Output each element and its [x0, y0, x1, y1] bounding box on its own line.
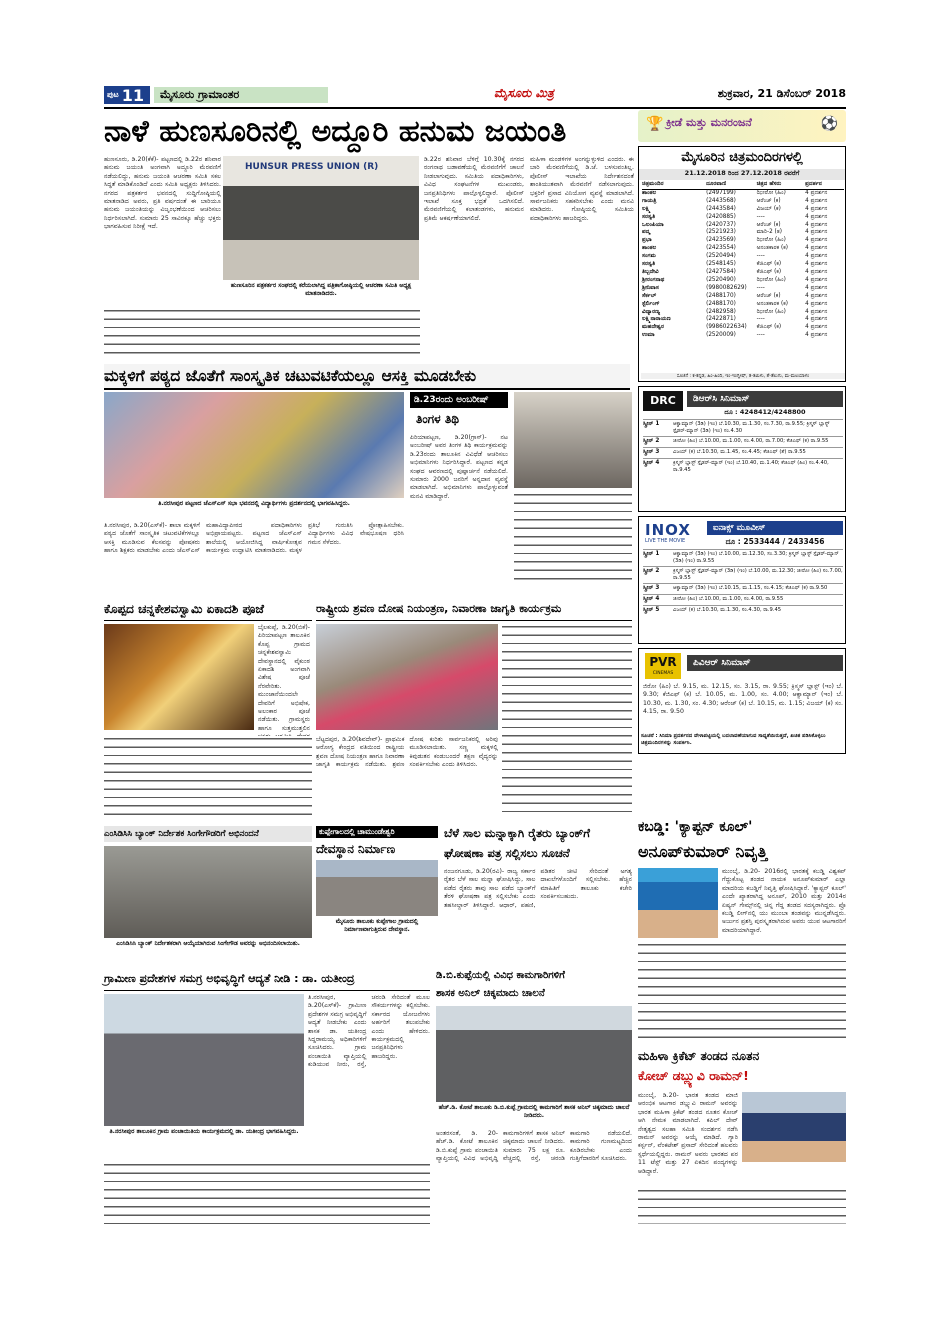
kabaddi-article: ಮುಂಬೈ, ಡಿ.20- 2016ರಲ್ಲಿ ಭಾರತಕ್ಕೆ ಕಬಡ್ಡಿ ವಿಶ್ವಕಪ್ ಗೆದ್ದುಕೊಟ್ಟ ತಂಡದ ನಾಯಕ ಅನೂಪ್‌ಕುಮಾರ್ ಎಲ್ಲಾ ಮಾದರಿಯ ಕಬಡ್ಡಿಗೆ ನಿವೃತ್ತಿ ಘೋಷಿಸಿದ್ದಾರೆ. 'ಕ್ಯಾಪ್ಟನ್ ಕೂಲ್' ಎಂದೇ ಖ್ಯಾತರಾಗಿದ್ದ ಅನೂಪ್, 2010 ಮತ್ತು 2014ರ ಏಷ್ಯನ್ ಗೇಮ್ಸ್‌ನಲ್ಲಿ ಚಿನ್ನ ಗೆದ್ದ ತಂಡದ ಸದಸ್ಯರಾಗಿದ್ದರು. ಪ್ರೊ ಕಬಡ್ಡಿ ಲೀಗ್‌ನಲ್ಲಿ ಯು ಮುಂಬಾ ತಂಡವನ್ನು ಮುನ್ನಡೆಸಿದ್ದರು. ಅರ್ಜುನ ಪ್ರಶಸ್ತಿ ಪುರಸ್ಕೃತರಾಗಿರುವ ಅವರು ಯುವ ಆಟಗಾರರಿಗೆ ಮಾದರಿಯಾಗಿದ್ದಾರೆ. — [722, 868, 846, 934]
screen-label: ಸ್ಕ್ರೀನ್ 4 — [643, 595, 660, 602]
theatre-name: ಶ್ರೀರಂಗನಾಥ — [642, 276, 665, 283]
children-headline: ಮಕ್ಕಳಿಗೆ ಪಠ್ಯದ ಜೊತೆಗೆ ಸಾಂಸ್ಕೃತಿಕ ಚಟುವಟಿಕೆಯಲ್ಲೂ ಆಸಕ್ತಿ ಮೂಡಬೇಕು — [104, 364, 630, 390]
screen-row — [643, 583, 843, 594]
theatre-phone: (2422871) — [706, 316, 736, 323]
screen-label: ಸ್ಕ್ರೀನ್ 1 — [643, 421, 660, 427]
theatre-phone: (2497199) — [706, 189, 736, 196]
theatre-name: ಗಾಯತ್ರಿ — [642, 197, 657, 204]
theatre-name: ಉಮಾ — [642, 332, 655, 339]
theatre-name: ಮಹದೇಶ್ವರ — [642, 324, 665, 331]
koppa-article-more — [104, 736, 312, 822]
screen-schedule: ಆಕ್ವಾಮ್ಯಾನ್ (3ಡಿ) (ಇಂ) ಬೆ.10.00, ಮ.12.30, ಸಂ.3.30; ಕ್ರಿಸ್ಮಸ್ ಬ್ಲಾಸ್ಟ್ ಸ್ಪೈಡರ್-ಮ್ಯಾನ್ (3ಡಿ) (ಇಂ) ರಾ.9.55 — [673, 551, 839, 564]
show-count: 4 ಪ್ರದರ್ಶನ — [805, 261, 828, 268]
drc-logo: DRC — [643, 391, 683, 411]
theatre-phone: (2548145) — [706, 261, 736, 268]
theatre-phone: (9980082629) — [706, 284, 747, 291]
rural-caption: ತಿ.ನರಸೀಪುರ ತಾಲೂಕಿನ ಗ್ರಾಮ ಪಂಚಾಯಿತಿಯ ಕಾರ್ಯಕ್ರಮದಲ್ಲಿ ಡಾ. ಯತೀಂದ್ರ ಭಾಗವಹಿಸಿದ್ದರು. — [104, 1128, 304, 1158]
kuppe-caption: ಹೆಚ್.ಡಿ. ಕೋಟೆ ತಾಲೂಕು ಡಿ.ಬಿ.ಕುಪ್ಪೆ ಗ್ರಾಮದಲ್ಲಿ ಕಾಮಗಾರಿಗೆ ಶಾಸಕ ಅನಿಲ್ ಚಿಕ್ಕಮಾದು ಚಾಲನೆ ನೀಡಿದರು. — [436, 1104, 632, 1128]
masthead-rule — [104, 107, 846, 109]
theatre-phone: (2443568) — [706, 197, 736, 204]
screen-schedule: ಆಕ್ವಾಮ್ಯಾನ್ (3ಡಿ) (ಇಂ) ಬೆ.10.30, ಮ.1.30, ಸಂ.7.30, ರಾ.9.55; ಕ್ರಿಸ್ಮಸ್ ಬ್ಲಾಸ್ಟ್ ಸ್ಪೈಡರ್-ಮ್ಯಾನ್ (3ಡಿ) (ಇಂ) ಸಂ.4.30 — [673, 421, 830, 434]
cinema-listing — [638, 146, 846, 382]
cinema-row — [642, 253, 844, 261]
film-name: ---- — [756, 253, 765, 260]
lead-article-col2: ಡಿ.22ರ ಶನಿವಾರ ಬೆಳಿಗ್ಗೆ 10.30ಕ್ಕೆ ನಗರದ ರಂಗನಾಥ ಬಡಾವಣೆಯಲ್ಲಿ ಮೆರವಣಿಗೆಗೆ ಚಾಲನೆ ನೀಡಲಾಗುವುದು. ಸಮಿತಿಯ ಪದಾಧಿಕಾರಿಗಳು, ವಿವಿಧ ಸಂಘಟನೆಗಳ ಮುಖಂಡರು, ಜನಪ್ರತಿನಿಧಿಗಳು ಪಾಲ್ಗೊಳ್ಳಲಿದ್ದಾರೆ. ಪೊಲೀಸ್ ಇಲಾಖೆ ಸೂಕ್ತ ಭದ್ರತೆ ಒದಗಿಸಲಿದೆ. ಮೆರವಣಿಗೆಯಲ್ಲಿ ಕಲಾತಂಡಗಳು, ಹನುಮನ ಪ್ರತಿಮೆ ಆಕರ್ಷಣೆಯಾಗಲಿದೆ. — [424, 156, 524, 222]
screen-label: ಸ್ಕ್ರೀನ್ 1 — [643, 551, 660, 557]
screen-schedule: ಆಕ್ವಾಮ್ಯಾನ್ (3ಡಿ) (ಇಂ) ಬೆ.10.15, ಮ.1.15, ಸಂ.4.15; ಕೆಜಿಎಫ್ (ಕ) ರಾ.9.50 — [673, 585, 828, 591]
cinema-row — [642, 237, 844, 245]
screen-row — [643, 458, 843, 475]
show-count: 4 ಪ್ರದರ್ಶನ — [805, 197, 828, 204]
screen-schedule: ವಿಜಯ್ (ಕ) ಬೆ.10.30, ಮ.1.30, ಸಂ.4.30, ರಾ.9.45 — [673, 606, 782, 613]
runner-icon: ⚽ — [820, 116, 838, 132]
film-name: ಆರೆಂಜ್ (ಕ) — [756, 197, 781, 204]
cinema-row — [642, 316, 844, 324]
cinema-row — [642, 285, 844, 293]
film-name: ---- — [756, 332, 765, 339]
film-name: ಕೆಜಿಎಫ್ (ಕ) — [756, 324, 782, 331]
cinema-table-header — [642, 181, 844, 190]
cinema-row — [642, 245, 844, 253]
page-label: ಪುಟ — [107, 90, 119, 99]
pvr-name: ಪಿವಿಆರ್ ಸಿನಿಮಾಸ್ — [687, 655, 843, 671]
theatre-phone: (2423554) — [706, 245, 736, 252]
show-count: 4 ಪ್ರದರ್ಶನ — [805, 189, 828, 196]
koppa-article: ಬೈಲಕುಪ್ಪೆ, ಡಿ.20(ಬಿಕೆ)- ಪಿರಿಯಾಪಟ್ಟಣ ತಾಲೂಕಿನ ಕೊಪ್ಪ ಗ್ರಾಮದ ಚನ್ನಕೇಶವಸ್ವಾಮಿ ದೇವಸ್ಥಾನದಲ್ಲಿ ವೈಕುಂಠ ಏಕಾದಶಿ ಅಂಗವಾಗಿ ವಿಶೇಷ ಪೂಜೆ ನೆರವೇರಿತು. ಮುಂಜಾನೆಯಿಂದಲೇ ದೇವರಿಗೆ ಅಭಿಷೇಕ, ಅಲಂಕಾರ ಪೂಜೆ ನಡೆಯಿತು. ಗ್ರಾಮಸ್ಥರು ಹಾಗೂ ಸುತ್ತಮುತ್ತಲಿನ — [258, 624, 310, 732]
screen-label: ಸ್ಕ್ರೀನ್ 2 — [643, 438, 660, 444]
pvr-sublogo: CINEMAS — [652, 671, 674, 676]
screen-schedule: ಕ್ರಿಸ್ಮಸ್ ಬ್ಲಾಸ್ಟ್ ಸ್ಪೈಡರ್-ಮ್ಯಾನ್ (3ಡಿ) (ಇಂ) ಬೆ.10.00, ಮ.12.30; ಜೀರೋ (ಹಿಂ) ಸಂ.7.00, ರಾ.9.55 — [673, 568, 843, 581]
inox-tagline: LIVE THE MOVIE — [645, 538, 686, 544]
theatre-name: ತಿಬ್ಬದೇವಿ — [642, 268, 659, 275]
show-count: 4 ಪ್ರದರ್ಶನ — [805, 237, 828, 244]
mcdcc-photo — [104, 846, 312, 938]
theatre-phone: (2423569) — [706, 237, 736, 244]
theatre-name: ವಿದ್ಯಾರಣ್ಯ — [642, 308, 660, 315]
sports-banner-text: ಕ್ರೀಡೆ ಮತ್ತು ಮನರಂಜನೆ — [666, 116, 752, 129]
inox-logo: INOX — [645, 521, 691, 539]
theatre-phone: (2488170) — [706, 300, 736, 307]
lead-article-bottom — [104, 308, 420, 358]
screen-schedule: ವಿಜಯ್ (ಕ) ಬೆ.10.30, ಮ.1.45, ಸಂ.4.45; ಕೆಜಿಎಫ್ (ತೆ) ರಾ.9.55 — [673, 448, 806, 455]
rural-headline: ಗ್ರಾಮೀಣ ಪ್ರದೇಶಗಳ ಸಮಗ್ರ ಅಭಿವೃದ್ಧಿಗೆ ಆದ್ಯತೆ ನೀಡಿ : ಡಾ. ಯತೀಂದ್ರ — [104, 968, 430, 991]
children-article: ತಿ.ನರಸೀಪುರ, ಡಿ.20(ಎಸ್‌ಕೆ)- ಶಾಲಾ ಮಕ್ಕಳಿಗೆ ಪಠ್ಯದ ಜೊತೆಗೆ ಸಾಂಸ್ಕೃತಿಕ ಚಟುವಟಿಕೆಗಳಲ್ಲೂ ಆಸಕ್ತಿ ಮೂಡಿಸುವ ಕೆಲಸವನ್ನು ಪೋಷಕರು ಹಾಗೂ ಶಿಕ್ಷಕರು ಮಾಡಬೇಕು ಎಂದು ಜೆಎಸ್‌ಎಸ್ ಮಹಾವಿದ್ಯಾಪೀಠದ ಪದಾಧಿಕಾರಿಗಳು ಅಭಿಪ್ರಾಯಪಟ್ಟರು. ಪಟ್ಟಣದ ಜೆಎಸ್‌ಎಸ್ ಶಾಲೆಯಲ್ಲಿ ಆಯೋಜಿಸಿದ್ದ ವಾರ್ಷಿಕೋತ್ಸವ ಕಾರ್ಯಕ್ರಮ ಉದ್ಘಾಟಿಸಿ ಮಾತನಾಡಿದರು. ಮಕ್ಕಳ ಪ್ರತಿಭೆ ಗುರುತಿಸಿ ಪ್ರೋತ್ಸಾಹಿಸಬೇಕು. ವಿದ್ಯಾರ್ಥಿಗಳು ವಿವಿಧ ವೇಷಭೂಷಣ ಧರಿಸಿ ಗಮನ ಸೆಳೆದರು. — [104, 522, 404, 555]
temple-kicker: ಕುಪ್ಪೇಗಾಲದಲ್ಲಿ ಚಾಮುಂಡೇಶ್ವರಿ — [316, 826, 438, 838]
pvr-logo-text: PVR — [649, 655, 677, 669]
theatre-name: ಪ್ರಭಾ — [642, 237, 652, 244]
show-count: 4 ಪ್ರದರ್ಶನ — [805, 245, 828, 252]
screen-row — [643, 566, 843, 583]
kabaddi-headline-2: ಅನೂಪ್‌ಕುಮಾರ್ ನಿವೃತ್ತಿ — [638, 842, 768, 861]
theatre-name: ಒಲಂಪಿಯಾ — [642, 221, 664, 228]
drc-phone: ದೂ : 4248412/4248800 — [724, 408, 806, 416]
theatre-phone: (2520490) — [706, 276, 736, 283]
cricket-photo — [742, 1092, 846, 1162]
screen-row — [643, 419, 843, 436]
theatre-phone: (2420885) — [706, 213, 736, 220]
screen-label: ಸ್ಕ್ರೀನ್ 2 — [643, 568, 660, 574]
inox-listing — [638, 516, 846, 644]
ambareesh-block — [410, 392, 632, 592]
film-name: ಝೀರೋ (ಹಿಂ) — [756, 308, 786, 315]
koppa-photo — [104, 624, 254, 730]
press-union-banner: HUNSUR PRESS UNION (R) — [245, 162, 379, 172]
theatre-phone: (2520009) — [706, 332, 736, 339]
screen-label: ಸ್ಕ್ರೀನ್ 5 — [643, 606, 660, 613]
lead-article-col3: ಮಹಿಳಾ ಮಂಡಳಿಗಳ ಅಂಗನ್ನುಳ್ಳುಳಿದ ಎಂದರು. ಈ ಬಾರಿ ಮೆರವಣಿಗೆಯಲ್ಲಿ ಡಿ.ಜೆ. ಬಳಸುವಂತಿಲ್ಲ. ಪೊಲೀಸ್ ಇಲಾಖೆಯ ನಿರ್ದೇಶನದಂತೆ ಶಾಂತಿಯುತವಾಗಿ ಮೆರವಣಿಗೆ ನಡೆಸಲಾಗುವುದು. ಭಕ್ತರಿಗೆ ಪ್ರಸಾದ ವಿನಿಯೋಗ ವ್ಯವಸ್ಥೆ ಮಾಡಲಾಗಿದೆ. ಸಾರ್ವಜನಿಕರು ಸಹಕರಿಸಬೇಕು ಎಂದು ಮನವಿ ಮಾಡಿದರು. ಗೋಷ್ಠಿಯಲ್ಲಿ ಸಮಿತಿಯ ಪದಾಧಿಕಾರಿಗಳು ಹಾಜರಿದ್ದರು. — [530, 156, 634, 222]
cinema-date-range: 21.12.2018 ರಿಂದ 27.12.2018 ರವರೆಗೆ — [639, 169, 845, 180]
cricket-article: ಮುಂಬೈ, ಡಿ.20- ಭಾರತ ತಂಡದ ಮಾಜಿ ಆರಂಭಿಕ ಆಟಗಾರ ಡಬ್ಲ್ಯುವಿ ರಾಮನ್ ಅವರನ್ನು ಭಾರತ ಮಹಿಳಾ ಕ್ರಿಕೆಟ್ ತಂಡದ ನೂತನ ಕೋಚ್ ಆಗಿ ನೇಮಕ ಮಾಡಲಾಗಿದೆ. ಕಪಿಲ್ ದೇವ್ ನೇತೃತ್ವದ ಸಲಹಾ ಸಮಿತಿ ಸಂದರ್ಶನ ನಡೆಸಿ ರಾಮನ್ ಅವರನ್ನು ಆಯ್ಕೆ ಮಾಡಿದೆ. ಗ್ಯಾರಿ ಕರ್ಸ್ಟನ್, ವೆಂಕಟೇಶ್ ಪ್ರಸಾದ್ ಸೇರಿದಂತೆ ಹಲವರು ಸ್ಪರ್ಧೆಯಲ್ಲಿದ್ದರು. ರಾಮನ್ ಅವರು ಭಾರತದ ಪರ 11 ಟೆಸ್ಟ್ ಮತ್ತು 27 ಏಕದಿನ ಪಂದ್ಯಗಳನ್ನು ಆಡಿದ್ದಾರೆ. — [638, 1092, 738, 1175]
cinema-row — [642, 301, 844, 309]
film-name: ಝೀರೋ (ಹಿಂ) — [756, 189, 786, 196]
pvr-logo — [645, 653, 681, 679]
show-count: 4 ಪ್ರದರ್ಶನ — [805, 324, 828, 331]
film-name: ಅನಂತಕಾರಕ (ಕ) — [756, 245, 788, 252]
temple-caption: ಮೈಸೂರು ತಾಲೂಕು ಕುಪ್ಪೇಗಾಲ ಗ್ರಾಮದಲ್ಲಿ ನಿರ್ಮಾಣವಾಗುತ್ತಿರುವ ದೇವಸ್ಥಾನ. — [316, 918, 438, 940]
sports-banner — [638, 110, 846, 142]
film-name: ---- — [756, 316, 765, 323]
show-count: 4 ಪ್ರದರ್ಶನ — [805, 308, 828, 315]
temple-headline: ದೇವಸ್ಥಾನ ನಿರ್ಮಾಣ — [316, 842, 396, 856]
cricket-headline-2: ಕೋಚ್ ಡಬ್ಲ್ಯುವಿ ರಾಮನ್! — [638, 1068, 749, 1083]
screen-label: ಸ್ಕ್ರೀನ್ 4 — [643, 459, 660, 466]
kabaddi-article-more — [638, 942, 846, 1042]
cinema-legend: ಸೂಚನೆ : ಕ-ಕನ್ನಡ, ಹಿಂ-ಹಿಂದಿ, ಇಂ-ಇಂಗ್ಲೀಷ್, ತ-ತಮಿಳು, ತೆ-ತೆಲುಗು, ಮ-ಮಲಯಾಳಂ — [641, 373, 845, 379]
ambareesh-portrait — [514, 392, 632, 488]
theatre-name: ಸೆರ್ಕಲ್ — [642, 292, 657, 299]
drc-listing — [638, 386, 846, 512]
ambareesh-article: ಪಿರಿಯಾಪಟ್ಟಣ, ಡಿ.20(ಗ್ರಾಸ್)- ನಟ ಅಂಬರೀಷ್ ಅವರ ತಿಂಗಳ ತಿಥಿ ಕಾರ್ಯಕ್ರಮವನ್ನು ಡಿ.23ರಂದು ತಾಲೂಕಿನ ವಿವಿಧೆಡೆ ಆಚರಿಸಲು ಅಭಿಮಾನಿಗಳು ನಿರ್ಧರಿಸಿದ್ದಾರೆ. ಪಟ್ಟಣದ ಕನ್ನಡ ಸಂಘದ ಆವರಣದಲ್ಲಿ ಪುಷ್ಪಾರ್ಚನೆ ನಡೆಯಲಿದೆ. ಸುಮಾರು 2000 ಜನರಿಗೆ ಅನ್ನದಾನ ವ್ಯವಸ್ಥೆ ಮಾಡಲಾಗಿದೆ. ಅಭಿಮಾನಿಗಳು ಪಾಲ್ಗೊಳ್ಳುವಂತೆ ಮನವಿ ಮಾಡಿದ್ದಾರೆ. — [410, 434, 508, 500]
screen-label: ಸ್ಕ್ರೀನ್ 3 — [643, 448, 660, 455]
lead-headline: ನಾಳೆ ಹುಣಸೂರಿನಲ್ಲಿ ಅದ್ದೂರಿ ಹನುಮ ಜಯಂತಿ — [104, 114, 567, 149]
film-name: ಕೆಜಿಎಫ್ (ಕ) — [756, 268, 782, 275]
masthead — [104, 84, 846, 106]
screen-row — [643, 447, 843, 458]
col-film: ಚಿತ್ರದ ಹೆಸರು — [756, 181, 782, 187]
cinema-row — [642, 198, 844, 206]
pvr-listing — [638, 648, 846, 754]
cinema-row — [642, 309, 844, 317]
cinema-row — [642, 206, 844, 214]
screen-label: ಸ್ಕ್ರೀನ್ 3 — [643, 585, 660, 591]
theatre-name: ಸಂಗಮ — [642, 253, 657, 260]
kuppe-article: ಅಂತರಸಂತೆ, ಡಿ. 20- ಹೆಚ್.ಡಿ. ಕೋಟೆ ತಾಲೂಕಿನ ಡಿ.ಬಿ.ಕುಪ್ಪೆ ಗ್ರಾಮ ಪಂಚಾಯಿತಿ ವ್ಯಾಪ್ತಿಯಲ್ಲಿ ವಿವಿಧ ಅಭಿವೃದ್ಧಿ ಕಾಮಗಾರಿಗಳಿಗೆ ಶಾಸಕ ಅನಿಲ್ ಚಿಕ್ಕಮಾದು ಚಾಲನೆ ನೀಡಿದರು. ಸುಮಾರು 75 ಲಕ್ಷ ರೂ. ವೆಚ್ಚದಲ್ಲಿ ರಸ್ತೆ, ಚರಂಡಿ ಕಾಮಗಾರಿ ನಡೆಯಲಿದೆ. ಕಾಮಗಾರಿ ಗುಣಮಟ್ಟದಿಂದ ಕೂಡಿರಬೇಕು ಎಂದು ಗುತ್ತಿಗೆದಾರರಿಗೆ ಸೂಚಿಸಿದರು. — [436, 1130, 632, 1163]
page-number-badge — [104, 86, 150, 104]
cinema-row — [642, 332, 844, 340]
ambareesh-kicker: ಡಿ.23ರಂದು ಅಂಬರೀಷ್ — [410, 392, 508, 408]
cinema-row — [642, 261, 844, 269]
film-name: ಝೀರೋ (ಹಿಂ) — [756, 276, 786, 283]
screen-schedule: ಜೀರೋ (ಹಿಂ) ಬೆ.10.00, ಮ.1.00, ಸಂ.4.00, ರಾ.7.00; ಕೆಜಿಎಫ್ (ಕ) ರಾ.9.55 — [673, 438, 829, 444]
theatre-phone: (2488170) — [706, 292, 736, 299]
film-name: ---- — [756, 213, 765, 220]
cinema-row — [642, 190, 844, 198]
screen-row — [643, 605, 843, 616]
cricket-headline: ಮಹಿಳಾ ಕ್ರಿಕೆಟ್ ತಂಡದ ನೂತನ — [638, 1049, 760, 1063]
show-count: 4 ಪ್ರದರ್ಶನ — [805, 268, 828, 275]
col-theatre: ಚಿತ್ರಮಂದಿರ — [642, 181, 664, 187]
drc-name: ಡಿಆರ್‌ಸಿ ಸಿನಿಮಾಸ್ — [687, 391, 843, 407]
mcdcc-caption: ಎಂಸಿಡಿಸಿಸಿ ಬ್ಯಾಂಕ್ ನಿರ್ದೇಶಕರಾಗಿ ಆಯ್ಕೆಯಾಗಿರುವ ಸಿಂಗೇಗೌಡ ಅವರನ್ನು ಅಭಿನಂದಿಸಲಾಯಿತು. — [104, 940, 312, 964]
rural-article: ತಿ.ನರಸೀಪುರ, ಡಿ.20(ಎಸ್‌ಕೆ)- ಗ್ರಾಮೀಣ ಪ್ರದೇಶಗಳ ಸಮಗ್ರ ಅಭಿವೃದ್ಧಿಗೆ ಆದ್ಯತೆ ನೀಡಬೇಕು ಎಂದು ಶಾಸಕ ಡಾ. ಯತೀಂದ್ರ ಸಿದ್ದರಾಮಯ್ಯ ಅಧಿಕಾರಿಗಳಿಗೆ ಸೂಚಿಸಿದರು. ಗ್ರಾಮ ಪಂಚಾಯಿತಿ ವ್ಯಾಪ್ತಿಯಲ್ಲಿ ಕುಡಿಯುವ ನೀರು, ರಸ್ತೆ, ಚರಂಡಿ ಸೇರಿದಂತೆ ಮೂಲ ಸೌಕರ್ಯಗಳನ್ನು ಕಲ್ಪಿಸಬೇಕು. ಸರ್ಕಾರದ ಯೋಜನೆಗಳು ಅರ್ಹರಿಗೆ ತಲುಪಬೇಕು ಎಂದು ಹೇಳಿದರು. ಕಾರ್ಯಕ್ರಮದಲ್ಲಿ ಜನಪ್ರತಿನಿಧಿಗಳು ಹಾಜರಿದ್ದರು. — [308, 994, 430, 1069]
show-count: 4 ಪ್ರದರ್ಶನ — [805, 332, 828, 339]
theatre-name: ಶ್ರೀನಿವಾಸ — [642, 284, 659, 291]
cinema-table — [642, 181, 844, 340]
film-name: ಝೀರೋ (ಹಿಂ) — [756, 237, 786, 244]
film-name: ಅನಂತಕಾರಕ (ಕ) — [756, 300, 788, 307]
cinema-row — [642, 222, 844, 230]
theatre-phone: (2443584) — [706, 205, 736, 212]
rural-photo — [104, 994, 304, 1126]
show-count: 4 ಪ್ರದರ್ಶನ — [805, 276, 828, 283]
theatre-name: ಸ್ಟೆರ್ಲಿಂಗ್ — [642, 300, 660, 307]
ambareesh-article-col2 — [514, 492, 632, 584]
theatre-name: ಶಾಂತಲ — [642, 245, 657, 252]
theatre-name: ಶಾಂತಲ — [642, 189, 657, 196]
col-shows: ಪ್ರದರ್ಶನ — [805, 181, 822, 187]
theatre-phone: (2521923) — [706, 229, 736, 236]
col-phone: ದೂರವಾಣಿ — [706, 181, 727, 187]
cinema-row — [642, 324, 844, 332]
show-count: 4 ಪ್ರದರ್ಶನ — [805, 221, 828, 228]
cinema-row — [642, 293, 844, 301]
screen-row — [643, 549, 843, 566]
hearing-headline: ರಾಷ್ಟ್ರೀಯ ಶ್ರವಣ ದೋಷ ನಿಯಂತ್ರಣ, ನಿವಾರಣಾ ಜಾಗೃತಿ ಕಾರ್ಯಕ್ರಮ — [316, 598, 632, 621]
press-photo-caption: ಹುಣಸೂರಿನ ಪತ್ರಕರ್ತರ ಸಂಘದಲ್ಲಿ ಕರೆಯಲಾಗಿದ್ದ ಪತ್ರಿಕಾಗೋಷ್ಠಿಯಲ್ಲಿ ಆಚರಣಾ ಸಮಿತಿ ಅಧ್ಯಕ್ಷ ಮಾತನಾಡಿದರು. — [223, 282, 419, 298]
kuppe-headline: ಡಿ.ಬಿ.ಕುಪ್ಪೆಯಲ್ಲಿ ವಿವಿಧ ಕಾಮಗಾರಿಗಳಿಗೆ — [436, 970, 565, 981]
screen-row — [643, 436, 843, 447]
theatre-name: ಲಕ್ಷ್ಮಿನಾರಾಯಣ — [642, 316, 671, 323]
film-name: ಆರೆಂಜ್ (ಕ) — [756, 292, 781, 299]
ambareesh-headline: ತಿಂಗಳ ತಿಥಿ — [416, 412, 459, 426]
show-count: 4 ಪ್ರದರ್ಶನ — [805, 229, 828, 236]
bank-headline-2: ಘೋಷಣಾ ಪತ್ರ ಸಲ್ಲಿಸಲು ಸೂಚನೆ — [444, 846, 570, 860]
theatre-name: ಸರಸ್ವತಿ — [642, 213, 656, 220]
theatre-phone: (9986022634) — [706, 324, 747, 331]
screen-row — [643, 594, 843, 605]
film-name: ವಿಜಯ್ (ಕ) — [756, 205, 781, 212]
press-table — [223, 240, 419, 280]
cinema-row — [642, 214, 844, 222]
lead-article-col1: ಹುಣಸೂರು, ಡಿ.20(ಕೆಕೆ)- ಪಟ್ಟಣದಲ್ಲಿ ಡಿ.22ರ ಶನಿವಾರ ಹನುಮ ಜಯಂತಿ ಅಂಗವಾಗಿ ಅದ್ದೂರಿ ಮೆರವಣಿಗೆ ನಡೆಯಲಿದ್ದು, ಹನುಮ ಜಯಂತಿ ಆಚರಣಾ ಸಮಿತಿ ಸಕಲ ಸಿದ್ಧತೆ ಮಾಡಿಕೊಂಡಿದೆ ಎಂದು ಸಮಿತಿ ಅಧ್ಯಕ್ಷರು ತಿಳಿಸಿದರು. ನಗರದ ಪತ್ರಕರ್ತರ ಭವನದಲ್ಲಿ ಸುದ್ದಿಗೋಷ್ಠಿಯಲ್ಲಿ ಮಾತನಾಡಿದ ಅವರು, ಪ್ರತಿ ವರ್ಷದಂತೆ ಈ ಬಾರಿಯೂ ಹನುಮ ಜಯಂತಿಯನ್ನು ವಿಜೃಂಭಣೆಯಿಂದ ಆಚರಿಸಲು ನಿರ್ಧರಿಸಲಾಗಿದೆ. ಸುಮಾರು 25 ಸಾವಿರಕ್ಕೂ ಹೆಚ್ಚು ಭಕ್ತರು ಭಾಗವಹಿಸುವ ನಿರೀಕ್ಷೆ ಇದೆ. — [104, 156, 221, 231]
kabaddi-photo — [638, 868, 718, 938]
inox-phone: ದೂ : 2533444 / 2433456 — [725, 537, 825, 546]
rural-article-bottom — [104, 1162, 430, 1224]
theatre-name: ಪದ್ಮ — [642, 229, 651, 236]
theatre-phone: (2427584) — [706, 268, 736, 275]
cinema-title: ಮೈಸೂರಿನ ಚಿತ್ರಮಂದಿರಗಳಲ್ಲಿ — [681, 150, 803, 165]
film-name: ---- — [756, 284, 765, 291]
koppa-headline: ಕೊಪ್ಪದ ಚನ್ನಕೇಶವಸ್ವಾಮಿ ಏಕಾದಶಿ ಪೂಜೆ — [104, 598, 312, 621]
pvr-note: ಸೂಚನೆ : ಸಿನಿಮಾ ಪ್ರದರ್ಶನದ ವೇಳಾಪಟ್ಟಿಯಲ್ಲಿ ಬದಲಾವಣೆಯಾಗುವ ಸಾಧ್ಯತೆಯಿರುತ್ತದೆ, ಖಚಿತ ಪಡಿಸಿಕೊಳ್ಳಲು ಚಿತ್ರಮಂದಿರಗಳನ್ನು ಸಂಪರ್ಕಿಸಿ. — [641, 733, 826, 746]
hearing-article: ಬೆಟ್ಟದಪುರ, ಡಿ.20(ಶಿವದೇವ್)- ಪ್ರಾಥಮಿಕ ಆರೋಗ್ಯ ಕೇಂದ್ರದ ವತಿಯಿಂದ ರಾಷ್ಟ್ರೀಯ ಶ್ರವಣ ದೋಷ ನಿಯಂತ್ರಣ ಹಾಗೂ ನಿವಾರಣಾ ಜಾಗೃತಿ ಕಾರ್ಯಕ್ರಮ ನಡೆಯಿತು. ಶ್ರವಣ ದೋಷ ಕುರಿತು ಸಾರ್ವಜನಿಕರಲ್ಲಿ ಅರಿವು ಮೂಡಿಸಲಾಯಿತು. ಸಣ್ಣ ಮಕ್ಕಳಲ್ಲಿ ಕಿವುಡುತನ ಕಂಡುಬಂದರೆ ತಕ್ಷಣ ವೈದ್ಯರನ್ನು ಸಂಪರ್ಕಿಸಬೇಕು ಎಂದು ತಿಳಿಸಿದರು. — [316, 736, 498, 769]
children-photo — [104, 392, 404, 498]
film-name: ಮಾರಿ-2 (ತ) — [756, 229, 782, 236]
theatre-phone: (2482958) — [706, 308, 736, 315]
hearing-article-col3 — [502, 624, 632, 816]
trophy-icon: 🏆 — [646, 116, 664, 132]
paper-name: ಮೈಸೂರು ಮಿತ್ರ — [494, 86, 554, 100]
show-count: 4 ಪ್ರದರ್ಶನ — [805, 292, 828, 299]
cinema-row — [642, 269, 844, 277]
film-name: ಆರೆಂಜ್ (ಕ) — [756, 221, 781, 228]
children-photo-caption: ತಿ.ನರಸೀಪುರ ಪಟ್ಟಣದ ಜೆಎಸ್‌ಎಸ್ ಸಭಾ ಭವನದಲ್ಲಿ ವಿದ್ಯಾರ್ಥಿಗಳು ಪ್ರದರ್ಶನದಲ್ಲಿ ಭಾಗವಹಿಸಿದ್ದರು. — [104, 500, 404, 518]
pvr-schedule: ಜಿರೋ (ಹಿಂ) ಬೆ. 9.15, ಮ. 12.15, ಸಂ. 3.15, ರಾ. 9.55; ಕ್ರಿಸ್ಮಸ್ ಬ್ಲಾಸ್ಟ್ (ಇಂ) ಬೆ. 9.30; ಕೆಜಿಎಫ್ (ಕ) ಬೆ. 10.05, ಮ. 1.00, ಸಂ. 4.00; ಆಕ್ವಾಮ್ಯಾನ್ (ಇಂ) ಬೆ. 10.30, ಮ. 1.30, ಸಂ. 4.30; ಆರೆಂಜ್ (ಕ) ಬೆ. 10.15, ಮ. 1.15; ವಿಜಯ್ (ಕ) ಸಂ. 4.15, ರಾ. 9.50 — [643, 683, 843, 716]
drc-rows — [643, 419, 843, 475]
film-name: ಕೆಜಿಎಫ್ (ಕ) — [756, 261, 782, 268]
inox-rows — [643, 549, 843, 616]
theatre-phone: (2520494) — [706, 253, 736, 260]
bank-article: ನಂಜನಗೂಡು, ಡಿ.20(ರವಿ)- ರಾಜ್ಯ ಸರ್ಕಾರ ರೈತರ ಬೆಳೆ ಸಾಲ ಮನ್ನಾ ಘೋಷಿಸಿದ್ದು, ಸಾಲ ಪಡೆದ ರೈತರು ತಾವು ಸಾಲ ಪಡೆದ ಬ್ಯಾಂಕ್‌ಗೆ ತೆರಳಿ ಘೋಷಣಾ ಪತ್ರ ಸಲ್ಲಿಸಬೇಕು ಎಂದು ತಹಸೀಲ್ದಾರ್ ತಿಳಿಸಿದ್ದಾರೆ. ಆಧಾರ್, ಪಹಣಿ, ಪಡಿತರ ಚೀಟಿ ಸೇರಿದಂತೆ ಅಗತ್ಯ ದಾಖಲೆಗಳೊಂದಿಗೆ ಸಲ್ಲಿಸಬೇಕು. ಹೆಚ್ಚಿನ ಮಾಹಿತಿಗೆ ತಾಲೂಕು ಕಚೇರಿ ಸಂಪರ್ಕಿಸಬಹುದು. — [444, 868, 632, 909]
kuppe-headline-2: ಶಾಸಕ ಅನಿಲ್ ಚಿಕ್ಕಮಾದು ಚಾಲನೆ — [436, 988, 545, 999]
show-count: 4 ಪ್ರದರ್ಶನ — [805, 205, 828, 212]
theatre-phone: (2420737) — [706, 221, 736, 228]
screen-schedule: ಕ್ರಿಸ್ಮಸ್ ಬ್ಲಾಸ್ಟ್ ಸ್ಪೈಡರ್-ಮ್ಯಾನ್ (ಇಂ) ಬೆ.10.40, ಮ.1.40; ಕೆಜಿಎಫ್ (ಹಿಂ) ಸಂ.4.40, ರಾ.9.45 — [673, 459, 829, 473]
bank-headline: ಬೆಳೆ ಸಾಲ ಮನ್ನಾಕ್ಕಾಗಿ ರೈತರು ಬ್ಯಾಂಕ್‌ಗೆ — [444, 826, 590, 840]
cinema-rows — [642, 190, 844, 340]
show-count: 4 ಪ್ರದರ್ಶನ — [805, 213, 828, 220]
cinema-row — [642, 277, 844, 285]
show-count: 4 ಪ್ರದರ್ಶನ — [805, 300, 828, 307]
show-count: 4 ಪ್ರದರ್ಶನ — [805, 253, 828, 260]
page-number: 11 — [121, 85, 145, 105]
inox-name: ಐನಾಕ್ಸ್ ಮೂವೀಸ್ — [707, 521, 843, 535]
cinema-row — [642, 229, 844, 237]
cricket-article-more — [638, 1188, 846, 1224]
press-photo — [223, 156, 419, 280]
mcdcc-headline: ಎಂಸಿಡಿಸಿಸಿ ಬ್ಯಾಂಕ್ ನಿರ್ದೇಶಕ ಸಿಂಗೇಗೌಡರಿಗೆ ಅಭಿನಂದನೆ — [104, 826, 312, 842]
theatre-name: ಲಕ್ಷ್ಮಿ — [642, 205, 651, 212]
screen-schedule: ಜೀರೋ (ಹಿಂ) ಬೆ.10.00, ಮ.1.00, ಸಂ.4.00, ರಾ.9.55 — [673, 595, 784, 602]
temple-photo — [316, 860, 438, 916]
section-name: ಮೈಸೂರು ಗ್ರಾಮಾಂತರ — [154, 87, 328, 103]
theatre-name: ಸರಸ್ವತಿ — [642, 261, 656, 268]
hearing-photo — [316, 624, 498, 730]
issue-date: ಶುಕ್ರವಾರ, 21 ಡಿಸೆಂಬರ್ 2018 — [717, 87, 846, 100]
show-count: 4 ಪ್ರದರ್ಶನ — [805, 316, 828, 323]
kuppe-photo — [436, 1006, 632, 1102]
kabaddi-headline: ಕಬಡ್ಡಿ: 'ಕ್ಯಾಪ್ಟನ್ ಕೂಲ್' — [638, 819, 753, 835]
show-count: 4 ಪ್ರದರ್ಶನ — [805, 284, 828, 291]
